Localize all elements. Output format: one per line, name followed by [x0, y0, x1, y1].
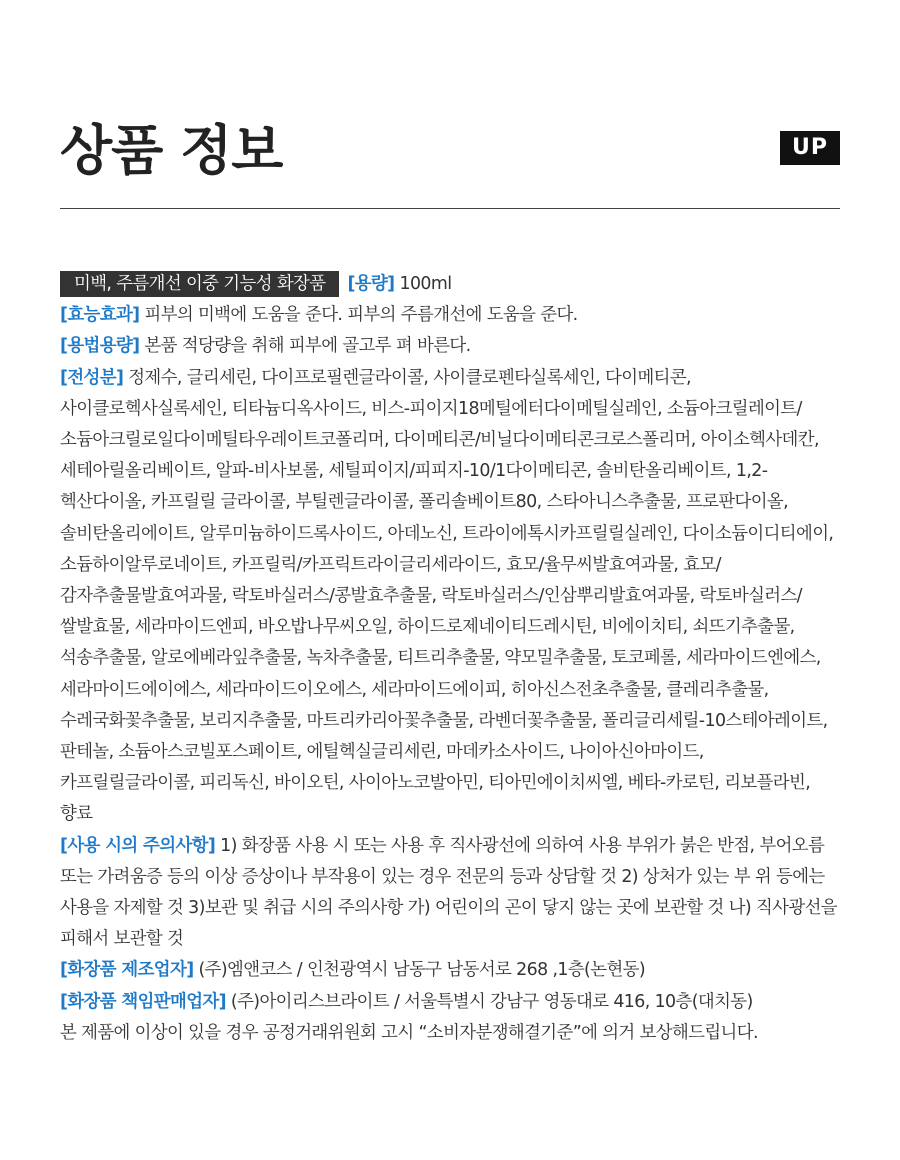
volume-value: 100ml — [399, 274, 452, 294]
seller-value: (주)아이리스브라이트 / 서울특별시 강남구 영동대로 416, 10층(대치동) — [230, 991, 753, 1012]
efficacy-value: 피부의 미백에 도움을 준다. 피부의 주름개선에 도움을 준다. — [144, 305, 578, 326]
efficacy-label: [효능효과] — [60, 305, 140, 326]
caution-label: [사용 시의 주의사항] — [60, 835, 216, 856]
usage-label: [용법용량] — [60, 336, 140, 357]
usage-line — [60, 331, 842, 362]
caution-value: 1) 화장품 사용 시 또는 사용 후 직사광선에 의하여 사용 부위가 붉은 반점, 부어오름 또는 가려움증 등의 이상 증상이나 부작용이 있는 경우 전문의 등과 상담할 것 2) 상처가 있는 부 위 등에는 사용을 자제할 것 3)보관 및 취급 시의 주의사항 가) 어린이의 곤이 닿지 않는 곳에 보관할 것 나) 직사광선을 피해서 보관할 것 — [60, 835, 837, 950]
ingredients-label: [전성분] — [60, 367, 124, 388]
ingredients-value: 정제수, 글리세린, 다이프로필렌글라이콜, 사이클로펜타실록세인, 다이메티콘, 사이클로헥사실록세인, 티타늄디옥사이드, 비스-피이지18메틸에터다이메틸실레인, 소듐아크릴레이트/소듐아크릴로일다이메틸타우레이트코폴리머, 다이메티콘/비닐다이메티콘크로스폴리머, 아이소헥사데칸, 세테아릴올리베이트, 알파-비사보롤, 세틸피이지/피피지-10/1다이메티콘, 솔비탄올리베이트, 1,2-헥산다이올, 카프릴릴 글라이콜, 부틸렌글라이콜, 폴리솔베이트80, 스타아니스추출물, 프로판다이올, 솔비탄올리에이트, 알루미늄하이드록사이드, 아데노신, 트라이에톡시카프릴릴실레인, 다이소듐이디티에이, 소듐하이알루로네이트, 카프릴릭/카프릭트라이글리세라이드, 효모/율무씨발효여과물, 효모/감자추출물발효여과물, 락토바실러스/콩발효추출물, 락토바실러스/인삼뿌리발효여과물, 락토바실러스/쌀발효물, 세라마이드엔피, 바오밥나무씨오일, 하이드로제네이티드레시틴, 비에이치티, 쇠뜨기추출물, 석송추출물, 알로에베라잎추출물, 녹차추출물, 티트리추출물, 약모밀추출물, 토코페롤, 세라마이드엔에스, 세라마이드에이에스, 세라마이드이오에스, 세라마이드에이피, 히아신스전초추출물, 클레리추출물, 수레국화꽃추출물, 보리지추출물, 마트리카리아꽃추출물, 라벤더꽃추출물, 폴리글리세릴-10스테아레이트, 판테놀, 소듐아스코빌포스페이트, 에틸헥실글리세린, 마데카소사이드, 나이아신아마이드, 카프릴릴글라이콜, 피리독신, 바이오틴, 사이아노코발아민, 티아민에이치씨엘, 베타-카로틴, 리보플라빈, 향료 — [60, 367, 834, 825]
efficacy-line — [60, 300, 842, 331]
caution-block — [60, 831, 842, 956]
seller-label: [화장품 책임판매업자] — [60, 991, 226, 1012]
up-badge: UP — [780, 131, 840, 165]
notice-line — [60, 1018, 842, 1049]
usage-value: 본품 적당량을 취해 피부에 골고루 펴 바른다. — [144, 336, 471, 357]
manufacturer-label: [화장품 제조업자] — [60, 960, 194, 981]
type-volume-line — [60, 269, 842, 300]
page-title: 상품 정보 — [60, 119, 283, 182]
notice-text: 본 제품에 이상이 있을 경우 공정거래위원회 고시 “소비자분쟁해결기준”에 의거 보상해드립니다. — [60, 1022, 758, 1043]
volume-label: [용량] — [347, 274, 395, 294]
ingredients-block — [60, 363, 842, 831]
header — [60, 112, 840, 209]
functional-cosmetic-tag: 미백, 주름개선 이중 기능성 화장품 — [60, 271, 339, 297]
manufacturer-line — [60, 955, 842, 986]
product-info-content — [60, 269, 842, 1049]
manufacturer-value: (주)엠앤코스 / 인천광역시 남동구 남동서로 268 ,1층(논현동) — [198, 960, 646, 981]
seller-line — [60, 987, 842, 1018]
